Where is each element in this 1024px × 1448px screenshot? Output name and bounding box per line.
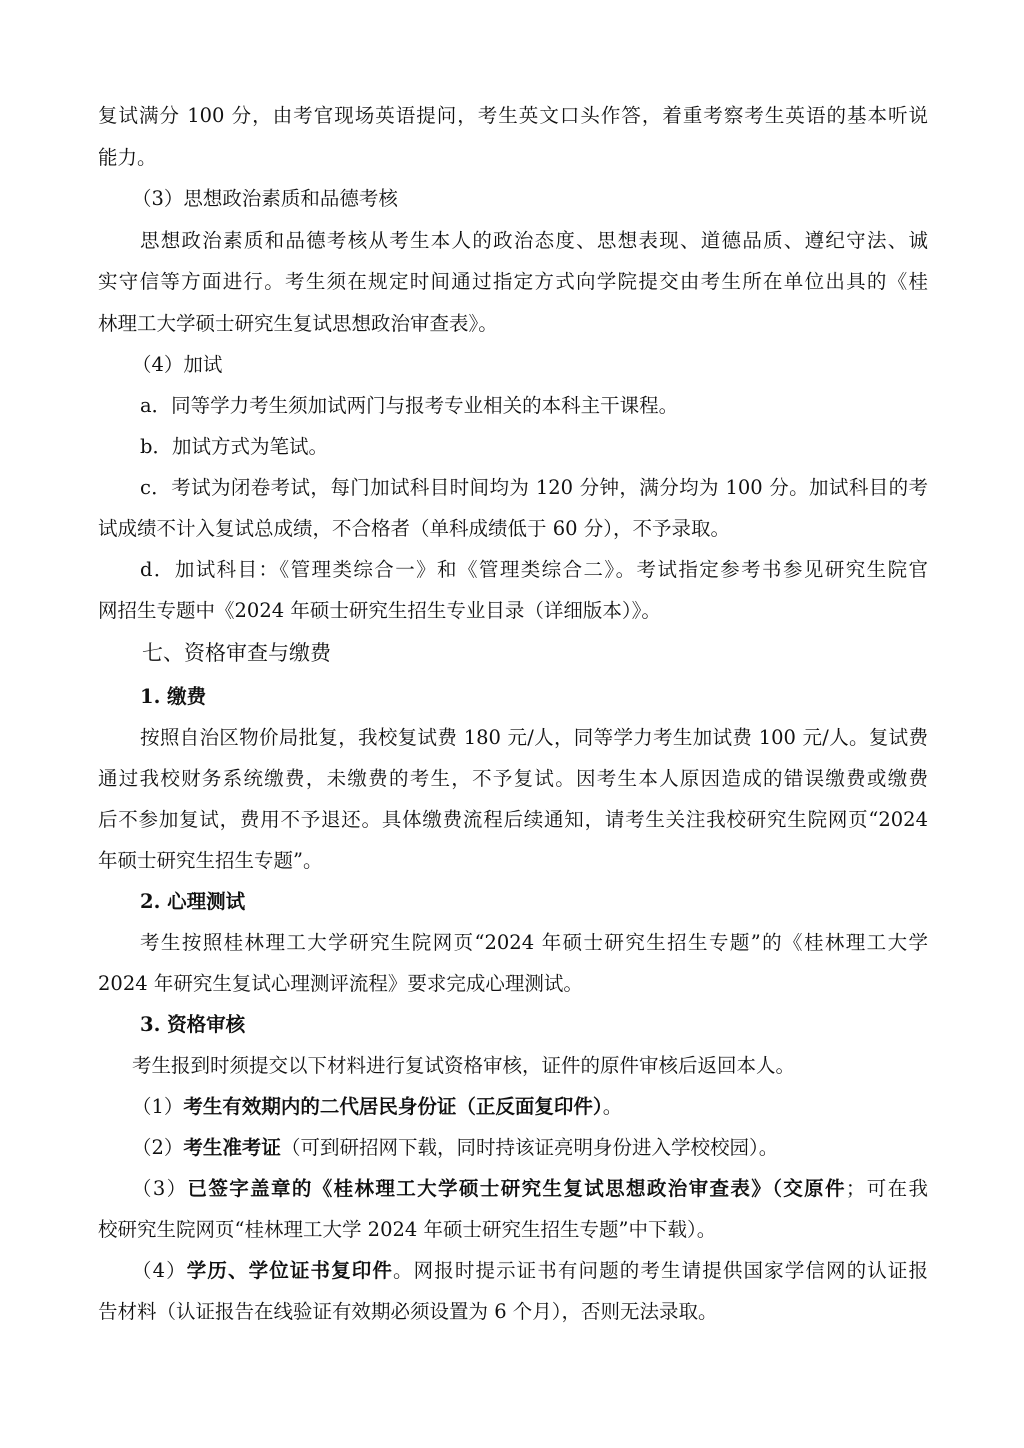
list-item: c．考试为闭卷考试，每门加试科目时间均为 120 分钟，满分均为 100 分。加试科目的考 [140, 476, 928, 499]
paragraph-line: 通过我校财务系统缴费，未缴费的考生，不予复试。因考生本人原因造成的错误缴费或缴费 [98, 767, 928, 790]
list-item: b．加试方式为笔试。 [140, 435, 328, 458]
paragraph-line: 校研究生院网页“桂林理工大学 2024 年硕士研究生招生专题”中下载）。 [98, 1218, 717, 1241]
paragraph-line: 能力。 [98, 146, 157, 169]
paragraph-line: 年硕士研究生招生专题”。 [98, 849, 323, 872]
requirement-item: （2）考生准考证（可到研招网下载，同时持该证亮明身份进入学校校园）。 [132, 1136, 779, 1159]
list-item: d．加试科目：《管理类综合一》和《管理类综合二》。考试指定参考书参见研究生院官 [140, 558, 928, 581]
paragraph-line: 网招生专题中《2024 年硕士研究生招生专业目录（详细版本）》。 [98, 599, 661, 622]
paragraph-line: 试成绩不计入复试总成绩，不合格者（单科成绩低于 60 分），不予录取。 [98, 517, 730, 540]
paragraph-line: 后不参加复试，费用不予退还。具体缴费流程后续通知，请考生关注我校研究生院网页“2024 [98, 808, 928, 831]
requirement-item: （4）学历、学位证书复印件。网报时提示证书有问题的考生请提供国家学信网的认证报 [132, 1259, 928, 1282]
paragraph-line: 思想政治素质和品德考核从考生本人的政治态度、思想表现、道德品质、遵纪守法、诚 [140, 229, 928, 252]
paragraph-line: 考生报到时须提交以下材料进行复试资格审核，证件的原件审核后返回本人。 [132, 1054, 796, 1077]
paragraph-line: 按照自治区物价局批复，我校复试费 180 元/人，同等学力考生加试费 100 元/人。复试费 [140, 726, 928, 749]
paragraph-line: 考生按照桂林理工大学研究生院网页“2024 年硕士研究生招生专题”的《桂林理工大学 [140, 931, 928, 954]
subsection-heading: 3. 资格审核 [140, 1013, 246, 1036]
subsection-heading: 2. 心理测试 [140, 890, 246, 913]
section-heading: 七、资格审查与缴费 [142, 641, 331, 665]
subsection-heading: 1. 缴费 [140, 685, 207, 708]
requirement-item: （3）已签字盖章的《桂林理工大学硕士研究生复试思想政治审查表》（交原件；可在我 [132, 1177, 928, 1200]
paragraph-line: 2024 年研究生复试心理测评流程》要求完成心理测试。 [98, 972, 583, 995]
paragraph-line: 林理工大学硕士研究生复试思想政治审查表》。 [98, 312, 498, 335]
subsection-heading: （4）加试 [132, 353, 223, 376]
paragraph-line: 复试满分 100 分，由考官现场英语提问，考生英文口头作答，着重考察考生英语的基本听说 [98, 104, 928, 127]
paragraph-line: 实守信等方面进行。考生须在规定时间通过指定方式向学院提交由考生所在单位出具的《桂 [98, 270, 928, 293]
paragraph-line: 告材料（认证报告在线验证有效期必须设置为 6 个月），否则无法录取。 [98, 1300, 718, 1323]
subsection-heading: （3）思想政治素质和品德考核 [132, 187, 398, 210]
requirement-item: （1）考生有效期内的二代居民身份证（正反面复印件）。 [132, 1095, 623, 1118]
list-item: a．同等学力考生须加试两门与报考专业相关的本科主干课程。 [140, 394, 679, 417]
